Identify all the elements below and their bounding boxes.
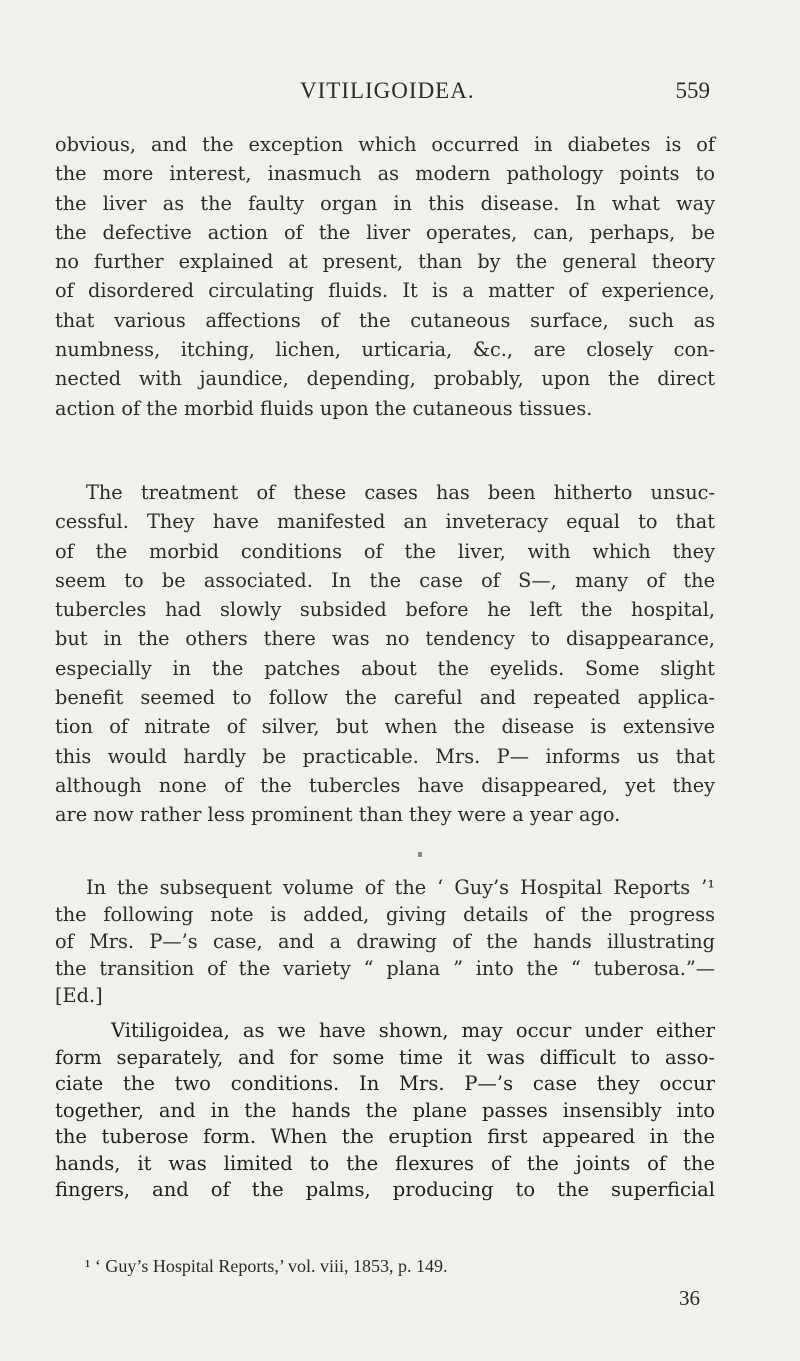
- paragraph-treatment: [55, 478, 715, 830]
- text-line: hands, it was limited to the flexures of the joints of the: [55, 1151, 715, 1175]
- text-line: seem to be associated. In the case of S—, many of the: [55, 568, 715, 592]
- print-mark: [418, 852, 422, 857]
- text-line: that various affections of the cutaneous surface, such as: [55, 308, 715, 332]
- text-line: [Ed.]: [55, 984, 103, 1007]
- text-line: the defective action of the liver operates, can, perhaps, be: [55, 220, 715, 244]
- text-line: form separately, and for some time it was difficult to asso-: [55, 1045, 715, 1069]
- text-line: action of the morbid fluids upon the cutaneous tissues.: [55, 396, 593, 420]
- text-line: are now rather less prominent than they were a year ago.: [55, 803, 621, 827]
- text-line: cessful. They have manifested an inveteracy equal to that: [55, 510, 715, 534]
- text-line: the tuberose form. When the eruption first appeared in the: [55, 1125, 715, 1148]
- text-line: the more interest, inasmuch as modern pathology points to: [55, 162, 715, 186]
- paragraph-diabetes-liver: [55, 130, 715, 423]
- text-line: nected with jaundice, depending, probably, upon the direct: [55, 367, 715, 391]
- text-line: tubercles had slowly subsided before he left the hospital,: [55, 598, 715, 622]
- text-line: the liver as the faulty organ in this disease. In what way: [55, 191, 715, 215]
- editor-note: [55, 874, 715, 1009]
- text-line: numbness, itching, lichen, urticaria, &c., are closely con-: [55, 338, 715, 362]
- text-line: this would hardly be practicable. Mrs. P— informs us that: [55, 744, 715, 768]
- text-line: benefit seemed to follow the careful and repeated applica-: [55, 686, 715, 710]
- text-line: of disordered circulating fluids. It is a matter of experience,: [55, 279, 715, 303]
- paragraph-vitiligoidea-forms: [55, 1018, 715, 1204]
- text-line: The treatment of these cases has been hitherto unsuc-: [86, 481, 715, 504]
- page-number: 559: [675, 78, 710, 103]
- text-line: obvious, and the exception which occurred in diabetes is of: [55, 133, 715, 156]
- text-line: although none of the tubercles have disappeared, yet they: [55, 773, 715, 797]
- text-line: the transition of the variety “ plana ” into the “ tuberosa.”—: [55, 957, 715, 980]
- page-header: [0, 78, 800, 108]
- text-line: Vitiligoidea, as we have shown, may occur under either: [111, 1019, 715, 1042]
- text-line: of the morbid conditions of the liver, with which they: [55, 539, 715, 563]
- footnote: ¹ ‘ Guy’s Hospital Reports,’ vol. viii, 1853, p. 149.: [85, 1256, 448, 1276]
- signature-mark: 36: [679, 1286, 700, 1310]
- running-title: VITILIGOIDEA.: [300, 78, 475, 103]
- text-line: ciate the two conditions. In Mrs. P—’s case they occur: [55, 1072, 715, 1095]
- text-line: the following note is added, giving details of the progress: [55, 903, 715, 926]
- text-line: tion of nitrate of silver, but when the disease is extensive: [55, 715, 715, 739]
- text-line: In the subsequent volume of the ‘ Guy’s Hospital Reports ’¹: [86, 876, 715, 899]
- text-line: together, and in the hands the plane passes insensibly into: [55, 1098, 715, 1122]
- text-line: but in the others there was no tendency to disappearance,: [55, 627, 715, 651]
- text-line: of Mrs. P—’s case, and a drawing of the hands illustrating: [55, 930, 715, 953]
- text-line: especially in the patches about the eyelids. Some slight: [55, 656, 715, 680]
- text-line: no further explained at present, than by the general theory: [55, 250, 715, 274]
- text-line: fingers, and of the palms, producing to the superficial: [55, 1178, 715, 1201]
